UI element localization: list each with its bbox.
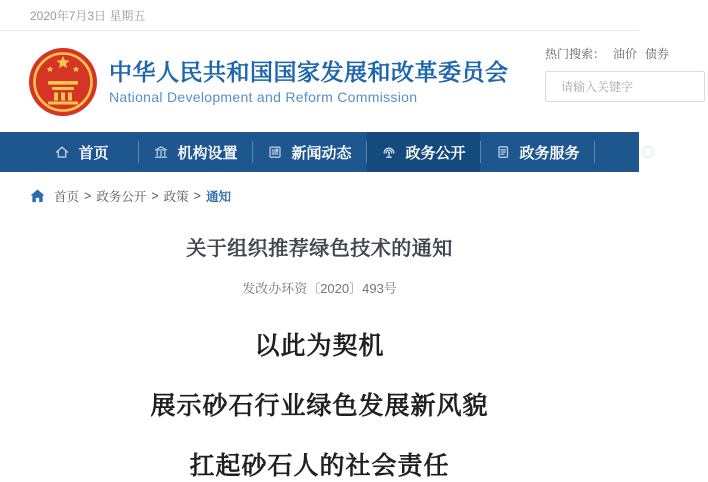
search-area: [545, 45, 705, 102]
hot-search-term-oil[interactable]: 油价: [613, 47, 638, 61]
institution-icon: [153, 144, 169, 160]
breadcrumb-separator: >: [193, 189, 201, 203]
nav-label: 政务服务: [519, 144, 580, 162]
nav-item-gov-disclosure[interactable]: [367, 132, 480, 172]
article-line: 以此为契机: [254, 333, 385, 360]
search-box: [545, 71, 705, 102]
nav-label: 机构设置: [177, 144, 238, 162]
home-icon: [54, 144, 70, 160]
nav-label: 政务公开: [405, 144, 466, 162]
breadcrumb-separator: >: [84, 189, 92, 203]
hot-search-term-bond[interactable]: 债券: [645, 47, 670, 61]
top-date-bar: [0, 0, 639, 31]
site-title-chinese: 中华人民共和国国家发展和改革委员会: [109, 59, 509, 86]
breadcrumb-item-current: 通知: [205, 190, 231, 204]
nav-label: 首页: [78, 144, 109, 162]
hot-search-label: 热门搜索：: [545, 47, 606, 61]
breadcrumb-item-policy[interactable]: 政策: [163, 190, 189, 204]
circle-icon: [640, 144, 656, 160]
national-emblem-logo: [28, 47, 98, 117]
hot-search-row: [545, 45, 705, 62]
nav-item-home[interactable]: [25, 132, 138, 172]
article-title: 关于组织推荐绿色技术的通知: [186, 238, 453, 260]
breadcrumb-item-gov-disclosure[interactable]: 政务公开: [96, 190, 147, 204]
article-content: [0, 232, 639, 482]
document-icon: [495, 144, 511, 160]
nav-item-news[interactable]: [253, 132, 366, 172]
broadcast-icon: [381, 144, 397, 160]
site-header: [0, 31, 670, 132]
main-nav: [0, 132, 639, 172]
nav-label: 新闻动态: [291, 144, 352, 162]
site-title-english: National Development and Reform Commission: [109, 88, 418, 105]
date-text: 2020年7月3日 星期五: [30, 8, 146, 23]
nav-item-partial[interactable]: [595, 132, 708, 172]
breadcrumb-home-icon[interactable]: [30, 189, 45, 203]
nav-item-institution[interactable]: [139, 132, 252, 172]
news-icon: [267, 144, 283, 160]
article-line: 展示砂石行业绿色发展新风貌: [150, 393, 489, 420]
document-number: 发改办环资〔2020〕493号: [242, 281, 397, 296]
nav-item-gov-services[interactable]: [481, 132, 594, 172]
site-titles: [109, 58, 509, 105]
article-line: 扛起砂石人的社会责任: [189, 453, 450, 480]
breadcrumb-separator: >: [151, 189, 159, 203]
search-input[interactable]: [546, 80, 704, 94]
breadcrumb: [0, 172, 639, 205]
breadcrumb-item-home[interactable]: 首页: [54, 190, 80, 204]
